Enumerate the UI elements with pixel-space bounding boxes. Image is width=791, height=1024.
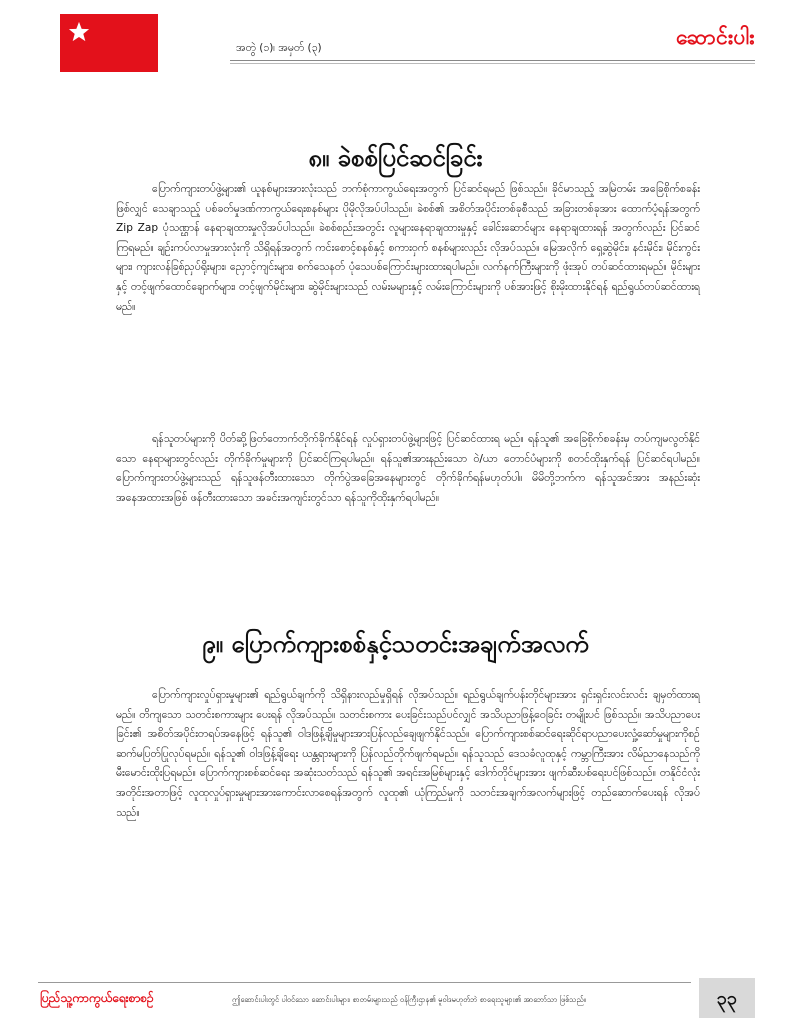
footer-series-title: ပြည်သူ့ကာကွယ်ရေးစာစဉ် bbox=[40, 991, 154, 1005]
section-title-2: ၉။ ပြောက်ကျားစစ်နှင့်သတင်းအချက်အလက် bbox=[202, 629, 589, 658]
footer-disclaimer: ဤဆောင်းပါးတွင် ပါဝင်သော ဆောင်းပါးများ၊ စာတမ်းများသည် ဝန်ကြီးဌာန၏ မူဝါဒမဟုတ်ဘဲ စာရေးသူများ၏ အာဘော်သာ ဖြစ်သည်။ bbox=[232, 995, 586, 1004]
header-divider bbox=[230, 60, 755, 61]
section-title-1: ၈။ ခဲစစ်ပြင်ဆင်ခြင်း bbox=[308, 143, 483, 172]
issue-number: အတွဲ (၁)၊ အမှတ် (၃) bbox=[236, 42, 322, 54]
star-icon bbox=[68, 21, 90, 43]
section-2-paragraph-1: ပြောက်ကျားလှုပ်ရှားမှုများ၏ ရည်ရွယ်ချက်ကို သိရှိနားလည်မှုရှိရန် လိုအပ်သည်။ ရည်ရွယ်ချက်ပန်းတိုင်များအား ရှင်းရှင်းလင်းလင်း ချမှတ်ထားရမည်။ တိကျသော သတင်းစကားများ ပေးရန် လိုအပ်သည်။ သတင်းစကား ပေးခြင်းသည်ပင်လျှင် အသိပညာဖြန့်ဝေခြင်း တမျိုးပင် ဖြစ်သည်။ အသိပညာပေးခြင်း၏ အစိတ်အပိုင်းတရပ်အနေဖြင့် ရန်သူ၏ ဝါဒဖြန့်ချိမှုများအားပြန်လည်ချေဖျက်နိုင်သည်။ ပြောက်ကျားစစ်ဆင်ရေးဆိုင်ရာပညာပေးလှုံ့ဆော်မှုများကိုစဉ်ဆက်မပြတ်ပြုလုပ်ရမည်။ ရန်သူ၏ ဝါဒဖြန့်ချိရေး ယန္တရားများကို ပြန်လည်တိုက်ဖျက်ရမည်။ ရန်သူသည် ဒေသခံလူထုနှင့် ကမ္ဘာကြီးအား လိမ်ညာနေသည်ကို မီးမောင်းထိုးပြရမည်။ ပြောက်ကျားစစ်ဆင်ရေး အဆုံးသတ်သည် ရန်သူ၏ အရင်းအမြစ်များနှင့် ဒေါက်တိုင်များအား ဖျက်ဆီးပစ်ရေးပင်ဖြစ်သည်။ တနိုင်ငံလုံးအတိုင်းအတာဖြင့် လူထုလှုပ်ရှားမှုများအားကောင်းလာစေရန်အတွက် လူထု၏ ယုံကြည်မှုကို သတင်းအချက်အလက်များဖြင့် တည်ဆောက်ပေးရန် လိုအပ်သည်။ bbox=[116, 689, 701, 819]
footer-divider bbox=[38, 982, 691, 983]
header-divider-secondary bbox=[230, 63, 755, 64]
section-1-paragraph-2: ရန်သူတပ်များကို ပိတ်ဆို့ဖြတ်တောက်တိုက်ခိုက်နိုင်ရန် လှုပ်ရှားတပ်ဖွဲ့များဖြင့် ပြင်ဆင်ထားရ မည်။ ရန်သူ၏ အခြေစိုက်စခန်းမှ တပ်ကျမလွတ်နိုင်သော နေရာများတွင်လည်း တိုက်ခိုက်မှုများကို ပြင်ဆင်ကြရပါမည်။ ရန်သူ၏အားနည်းသော ဝဲ/ယာ တောင်ပံများကို စတင်ထိုးနှက်ရန် ပြင်ဆင်ရပါမည်။ ပြောက်ကျားတပ်ဖွဲ့များသည် ရန်သူဖန်တီးထားသော တိုက်ပွဲအခြေအနေများတွင် တိုက်ခိုက်ရန်မဟုတ်ပါ။ မိမိတို့ဘက်က ရန်သူအင်အား အနည်းဆုံးအနေအထားအဖြစ် ဖန်တီးထားသော အခင်းအကျင်းတွင်သာ ရန်သူကိုထိုးနှက်ရပါမည်။ bbox=[116, 433, 700, 504]
page-number: ၃၃ bbox=[716, 988, 738, 1009]
section-1-paragraph-1: ပြောက်ကျားတပ်ဖွဲ့များ၏ ယူနစ်များအားလုံးသည် ဘက်စုံကာကွယ်ရေးအတွက် ပြင်ဆင်ရမည် ဖြစ်သည်။ ခိုင်မာသည့် အမြဲတမ်း အခြေစိုက်စခန်းဖြစ်လျှင် သေချာသည့် ပစ်ခတ်မှုဒဏ်ကာကွယ်ရေးစနစ်များ ပိုမိုလိုအပ်ပါသည်။ ခဲစစ်၏ အစိတ်အပိုင်းတစ်ခုစီသည် အခြားတစ်ခုအား ထောက်ပံ့ရန်အတွက် Zip Zap ပုံသဏ္ဌာန် နေရာချထားမှုလိုအပ်ပါသည်။ ခဲစစ်စည်းအတွင်း လူများနေရာချထားမှုနှင့် ခေါင်းဆောင်များ နေရာချထားရန် အတွက်လည်း ပြင်ဆင်ကြရမည်။ ချဉ်းကပ်လာမှုအားလုံးကို သိရှိရန်အတွက် ကင်းစောင့်စနစ်နှင့် စကားဝှက် စနစ်များလည်း လိုအပ်သည်။ မြေအလိုက် ရှေ့ဆွဲမိုင်း၊ နင်းမိုင်း၊ မိုင်းကွင်းများ၊ ကျားလန်ခြစ်ညှပ်ရိုးများ၊ ညှောင့်ကျင်းများ၊ စက်သေနတ် ပုံသေပစ်ကြောင်းများထားရပါမည်။ လက်နက်ကြီးများကို ဖုံးအုပ် တပ်ဆင်ထားရမည်။ မိုင်းများနှင့် တင့်ဖျက်ထောင်ချောက်များ၊ တင့်ဖျက်မိုင်းများ၊ ဆွဲမိုင်းများသည် လမ်းမများနှင့် လမ်းကြောင်းများကို ပစ်အားဖြင့် စိုးမိုးထားနိုင်ရန် ရည်ရွယ်တပ်ဆင်ထားရမည်။ bbox=[116, 183, 700, 313]
flag-logo bbox=[60, 14, 158, 72]
magazine-brand: ဆောင်းပါး bbox=[676, 25, 755, 49]
